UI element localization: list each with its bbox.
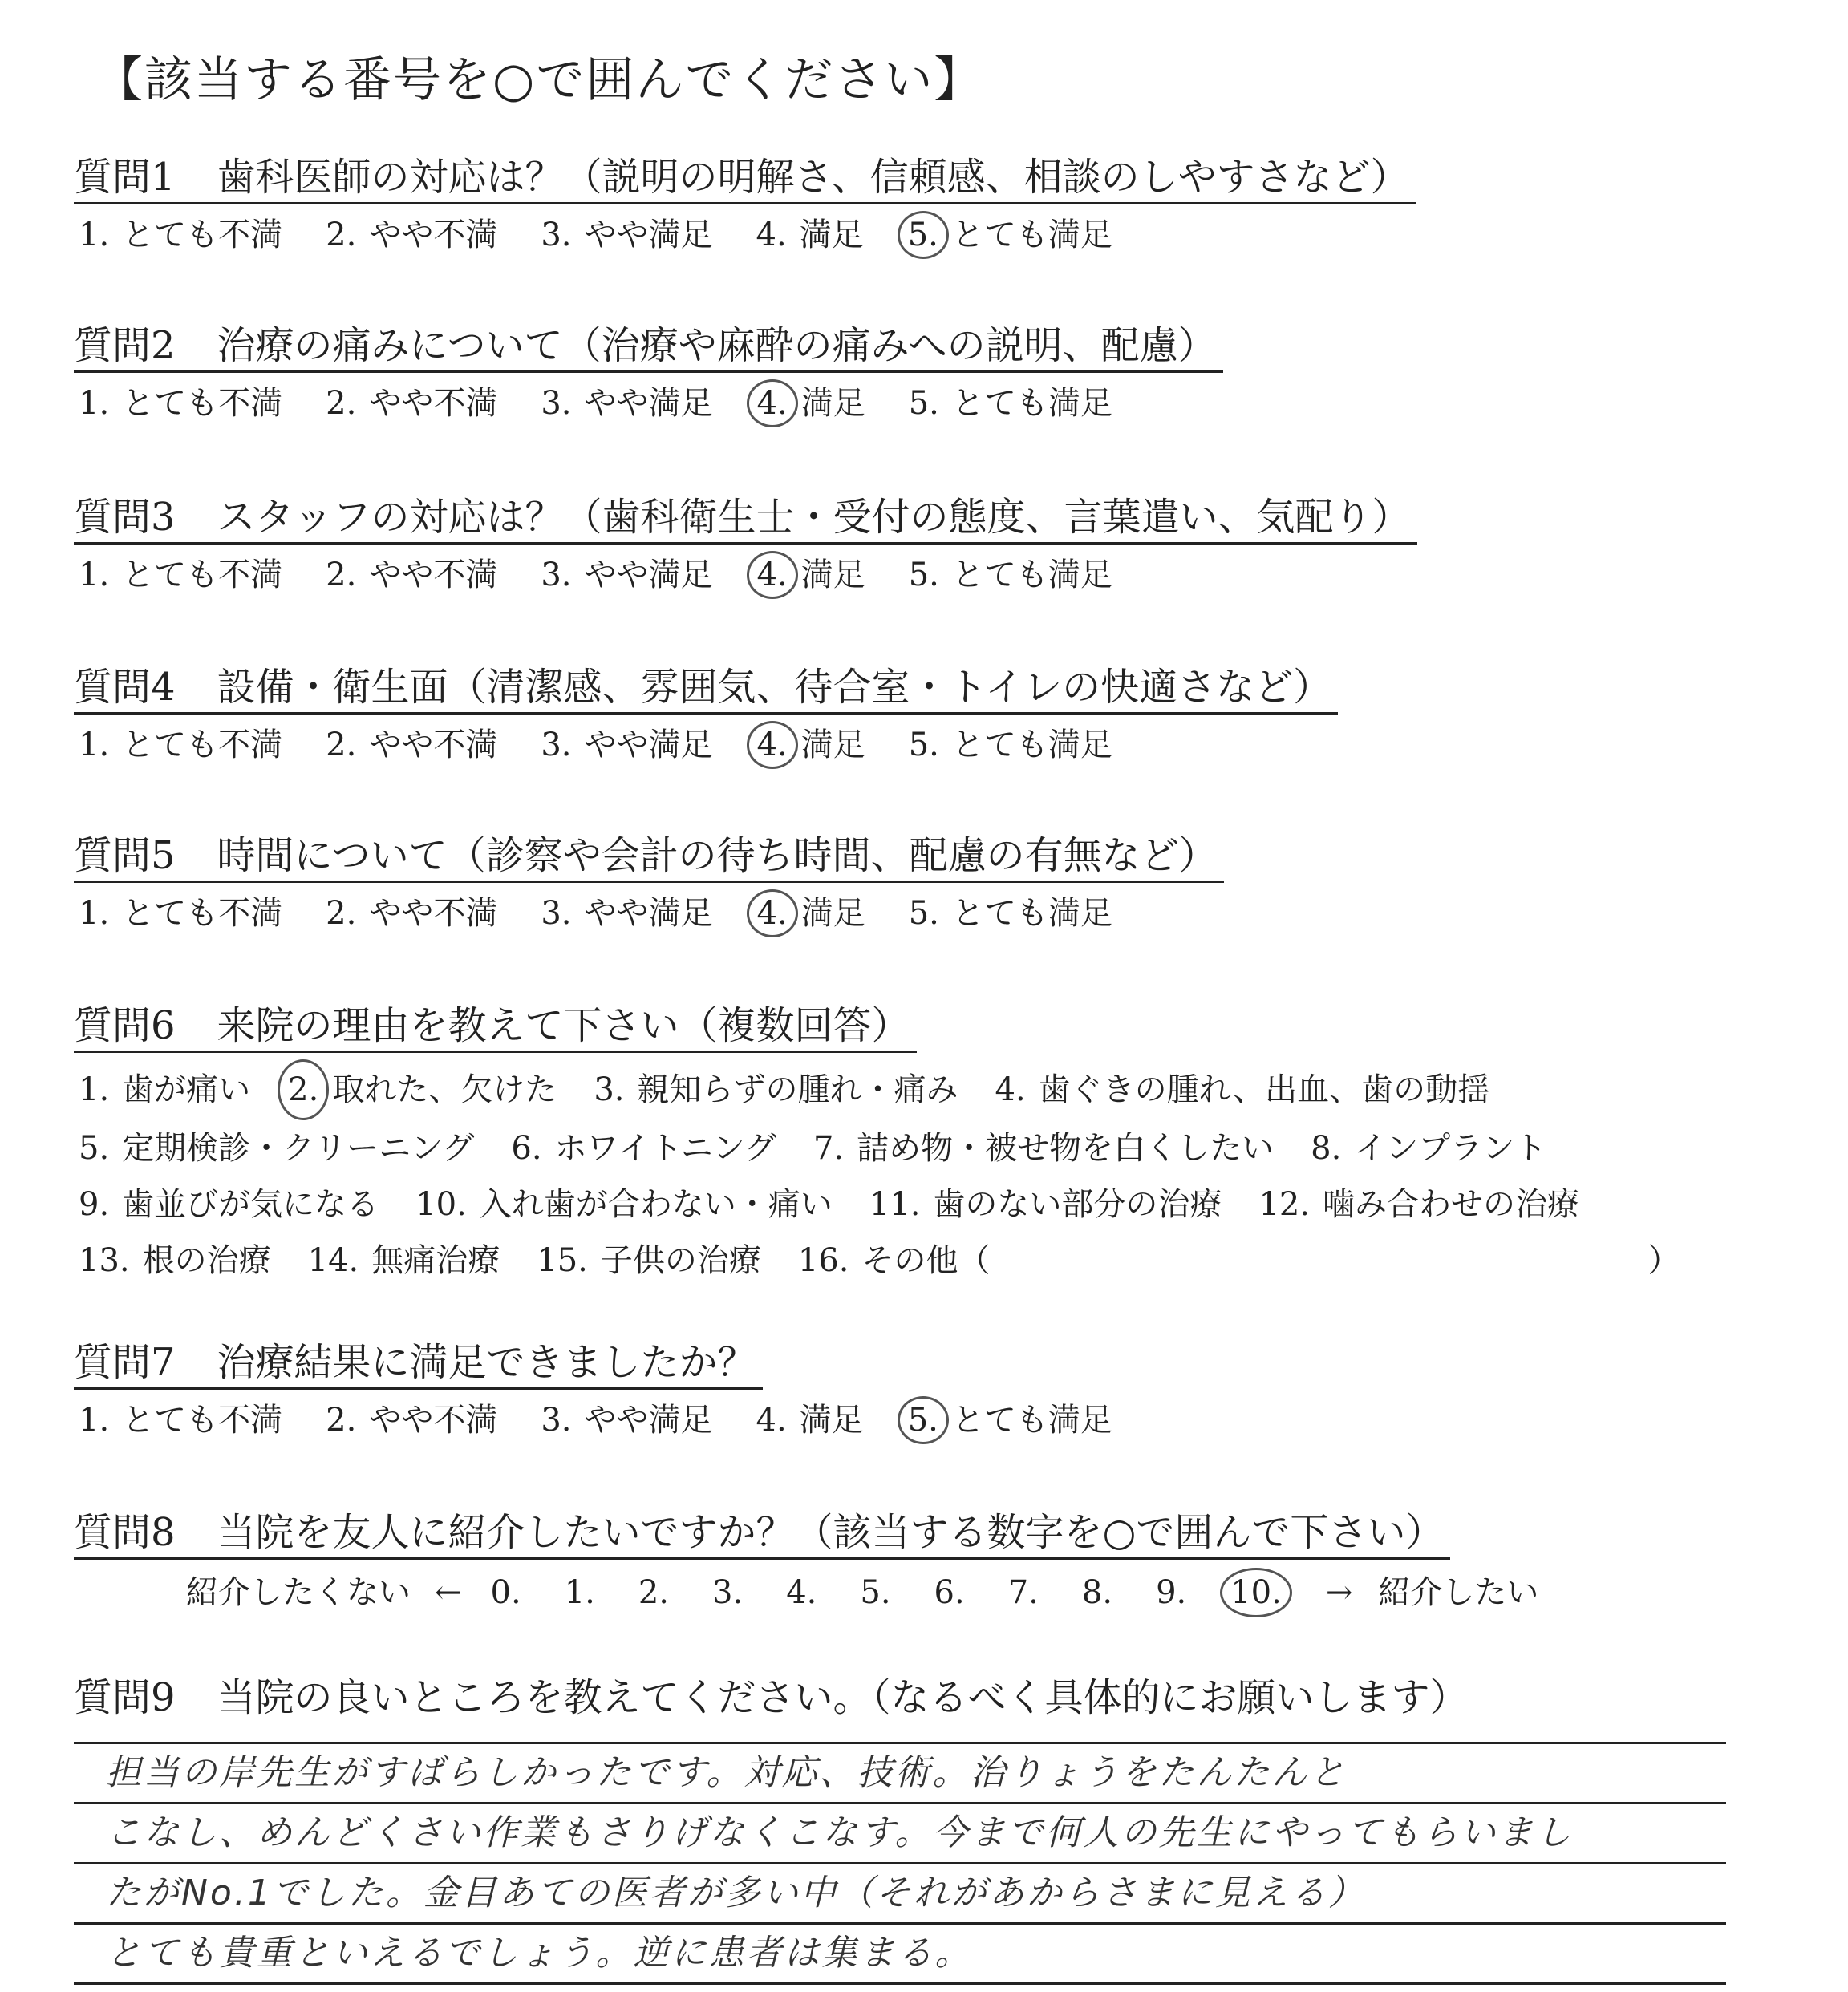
option-label: その他（ [861,1242,991,1279]
options-row [74,551,1417,599]
question-text: 治療結果に満足できましたか？ [217,1340,756,1385]
option-number: 3. [594,1071,625,1108]
other-close-paren: ） [1647,1242,1680,1279]
question-6 [74,1001,1680,1289]
scale-number[interactable]: 3. [712,1574,744,1611]
option[interactable] [808,1120,1274,1176]
option[interactable] [904,723,1112,767]
scale-number[interactable]: 1. [564,1574,595,1611]
question-text: 来院の理由を教えて下さい（複数回答） [217,1003,910,1048]
option-number: 3. [541,217,572,253]
option[interactable] [74,1233,271,1289]
option-number: 2. [326,385,357,422]
question-heading [74,321,1223,373]
option[interactable] [536,553,712,597]
option-number: 2. [326,1402,357,1439]
option[interactable] [536,1399,712,1442]
scale-number[interactable]: 7. [1007,1574,1039,1611]
option-number: 2. [326,557,357,593]
option[interactable] [321,553,497,597]
options-row [74,1233,1680,1289]
option-label: 無痛治療 [371,1242,500,1279]
option-selected[interactable] [752,551,865,599]
scale-number[interactable]: 4. [786,1574,817,1611]
page-title: 【該当する番号を○で囲んでください】 [95,52,984,108]
option-number: 3. [541,727,572,763]
option-selected[interactable] [752,379,865,427]
option[interactable] [321,382,497,425]
option[interactable] [904,892,1112,935]
option-label: 詰め物・被せ物を白くしたい [857,1130,1275,1167]
option[interactable] [74,1176,379,1233]
option-label: やや満足 [584,557,713,593]
option-label: とても満足 [951,557,1112,593]
option[interactable] [904,553,1112,597]
scale-number[interactable]: 9. [1156,1574,1187,1611]
question-text: 時間について（診察や会計の待ち時間、配慮の有無など） [217,833,1218,878]
question-text: 設備・衛生面（清潔感、雰囲気、待合室・トイレの快適さなど） [217,665,1332,710]
option-number: 1. [79,557,110,593]
option-label: とても不満 [122,727,283,763]
option-label: 満足 [800,727,865,763]
option-number: 1. [79,385,110,422]
option-label: 満足 [799,217,864,253]
scale-number[interactable]: 5. [860,1574,891,1611]
option[interactable] [74,1399,282,1442]
question-text: 治療の痛みについて（治療や麻酔の痛みへの説明、配慮） [217,323,1217,368]
option[interactable] [321,892,497,935]
option[interactable] [411,1176,833,1233]
question-number: 質問8 [74,1510,176,1555]
scale-number[interactable]: 6. [934,1574,965,1611]
option-number: 3. [541,557,572,593]
scale-number-selected[interactable]: 10. [1220,1568,1292,1617]
option[interactable] [536,382,712,425]
left-arrow-icon: ← [435,1574,462,1611]
option[interactable] [74,213,282,257]
option-label: やや不満 [369,727,498,763]
option-number: 16. [797,1242,849,1279]
option-number: 4. [747,889,798,937]
question-number: 質問5 [74,833,176,878]
option-number: 4. [747,551,798,599]
option-label: とても満足 [951,727,1112,763]
option-label: 満足 [800,895,865,932]
option-number: 4. [995,1071,1026,1108]
option-label: とても不満 [122,385,283,422]
option[interactable] [1306,1120,1546,1176]
question-number: 質問7 [74,1340,176,1385]
option-label: 歯ぐきの腫れ、出血、歯の動揺 [1038,1071,1490,1108]
option-number: 5. [908,557,939,593]
option-label: やや満足 [584,385,713,422]
option-label: 定期検診・クリーニング [122,1130,475,1167]
option[interactable] [536,213,712,257]
option[interactable] [74,892,282,935]
scale-left-label: 紹介したくない [186,1574,411,1611]
multi-options [74,1059,1680,1289]
option-selected[interactable] [752,721,865,769]
option[interactable] [321,723,497,767]
option-number: 5. [898,211,949,259]
option[interactable] [536,892,712,935]
option-label: 歯のない部分の治療 [933,1186,1222,1223]
option-number: 12. [1258,1186,1311,1223]
question-3 [74,492,1417,599]
scale-right-label: 紹介したい [1378,1574,1539,1611]
option-label: 歯が痛い [122,1071,251,1108]
option-number: 14. [307,1242,359,1279]
options-row [74,1176,1680,1233]
scale-number[interactable]: 2. [638,1574,670,1611]
option-number: 4. [756,1402,787,1439]
option[interactable] [1254,1176,1579,1233]
answer-line: とても貴重といえるでしょう。逆に患者は集まる。 [74,1925,1726,1985]
option-label: とても不満 [122,1402,283,1439]
question-text: 当院を友人に紹介したいですか？（該当する数字を○で囲んで下さい） [217,1510,1445,1555]
option-number: 13. [79,1242,130,1279]
question-heading [74,1001,917,1053]
option[interactable] [536,723,712,767]
option-label: ホワイトニング [554,1130,776,1167]
question-number: 質問2 [74,323,176,368]
question-heading [74,1508,1450,1560]
option-number: 8. [1311,1130,1342,1167]
option-number: 3. [541,385,572,422]
option[interactable] [74,1120,474,1176]
option-number: 4. [756,217,787,253]
options-row [74,1396,1151,1444]
options-row [74,1120,1680,1176]
option-label: とても不満 [122,557,283,593]
option-label: やや不満 [369,217,498,253]
question-text: 歯科医師の対応は？（説明の明解さ、信頼感、相談のしやすさなど） [217,155,1409,200]
option[interactable] [321,213,497,257]
option[interactable] [793,1233,991,1289]
option-label: とても不満 [122,217,283,253]
option-number: 2. [278,1059,329,1120]
question-number: 質問4 [74,665,176,710]
question-heading [74,492,1417,545]
option-selected[interactable] [282,1059,557,1120]
option-number: 1. [79,727,110,763]
option[interactable] [506,1120,776,1176]
option-number: 1. [79,1402,110,1439]
option-number: 2. [326,727,357,763]
option-label: インプラント [1354,1130,1547,1167]
option[interactable] [904,382,1112,425]
scale-number[interactable]: 8. [1081,1574,1113,1611]
option-number: 6. [511,1130,542,1167]
option-number: 4. [747,721,798,769]
question-heading [74,152,1416,204]
option-label: やや不満 [369,895,498,932]
options-row [74,721,1338,769]
option[interactable] [752,1399,864,1442]
option[interactable] [74,1062,250,1118]
option-label: 歯並びが気になる [122,1186,379,1223]
option[interactable] [321,1399,497,1442]
option-label: とても満足 [951,385,1112,422]
option-number: 5. [908,385,939,422]
option-label: 満足 [800,385,865,422]
scale-numbers [488,1568,1319,1617]
question-1 [74,152,1416,259]
option-number: 9. [79,1186,110,1223]
option[interactable] [752,213,864,257]
option-number: 1. [79,1071,110,1108]
option[interactable] [532,1233,761,1289]
option-label: 根の治療 [142,1242,271,1279]
question-4 [74,662,1338,769]
option-label: やや不満 [369,385,498,422]
option-label: 入れ歯が合わない・痛い [479,1186,833,1223]
option-number: 10. [415,1186,467,1223]
question-text: 当院の良いところを教えてください。（なるべく具体的にお願いします） [217,1675,1469,1720]
question-9 [74,1673,1475,1723]
recommend-scale [74,1568,1556,1617]
option-selected[interactable] [752,889,865,937]
option-label: やや満足 [584,217,713,253]
option-number: 11. [869,1186,921,1223]
option-label: とても満足 [951,895,1112,932]
option-number: 1. [79,217,110,253]
question-heading [74,662,1338,715]
option-label: 満足 [799,1402,864,1439]
option-number: 5. [908,895,939,932]
option-number: 3. [541,895,572,932]
option-number: 5. [898,1396,949,1444]
option-label: とても不満 [122,895,283,932]
option-number: 1. [79,895,110,932]
option-label: 噛み合わせの治療 [1323,1186,1580,1223]
question-7 [74,1338,1151,1444]
option[interactable] [865,1176,1222,1233]
option-label: やや不満 [369,1402,498,1439]
options-row [74,889,1224,937]
option-label: 取れた、欠けた [332,1071,557,1108]
question-heading [74,831,1224,883]
question-number: 質問3 [74,495,176,540]
question-8 [74,1508,1556,1617]
option-number: 15. [537,1242,588,1279]
question-heading [74,1338,763,1390]
scale-number[interactable]: 0. [490,1574,521,1611]
option-label: やや満足 [584,1402,713,1439]
answer-line: たがNo.1でした。金目あての医者が多い中（それがあからさまに見える） [74,1864,1726,1925]
options-row [74,211,1416,259]
option-label: 子供の治療 [600,1242,761,1279]
option-number: 4. [747,379,798,427]
option-number: 2. [326,217,357,253]
right-arrow-icon: → [1325,1574,1353,1611]
answer-line: こなし、めんどくさい作業もさりげなくこなす。今まで何人の先生にやってもらいまし [74,1804,1726,1864]
option-label: とても満足 [951,217,1112,253]
option-number: 5. [79,1130,110,1167]
question-text: スタッフの対応は？（歯科衛生士・受付の態度、言葉遣い、気配り） [217,495,1411,540]
options-row [74,1059,1680,1120]
question-number: 質問6 [74,1003,176,1048]
question-2 [74,321,1223,427]
option[interactable] [74,553,282,597]
question-heading [74,1673,1475,1723]
option-number: 3. [541,1402,572,1439]
question-number: 質問9 [74,1675,176,1720]
option[interactable] [991,1062,1490,1118]
option-number: 5. [908,727,939,763]
option[interactable] [74,382,282,425]
option[interactable] [74,723,282,767]
option-number: 7. [813,1130,845,1167]
option-label: やや満足 [584,727,713,763]
option[interactable] [589,1062,958,1118]
option-label: やや満足 [584,895,713,932]
option[interactable] [303,1233,500,1289]
option-number: 2. [326,895,357,932]
option-selected[interactable] [902,211,1112,259]
option-label: やや不満 [369,557,498,593]
answer-line: 担当の岸先生がすばらしかったです。対応、技術。治りょうをたんたんと [74,1744,1726,1804]
option-label: とても満足 [951,1402,1112,1439]
option-selected[interactable] [902,1396,1112,1444]
option-label: 満足 [800,557,865,593]
option-label: 親知らずの腫れ・痛み [637,1071,958,1108]
question-5 [74,831,1224,937]
question-number: 質問1 [74,155,176,200]
options-row [74,379,1223,427]
free-answer-area [74,1742,1726,1985]
